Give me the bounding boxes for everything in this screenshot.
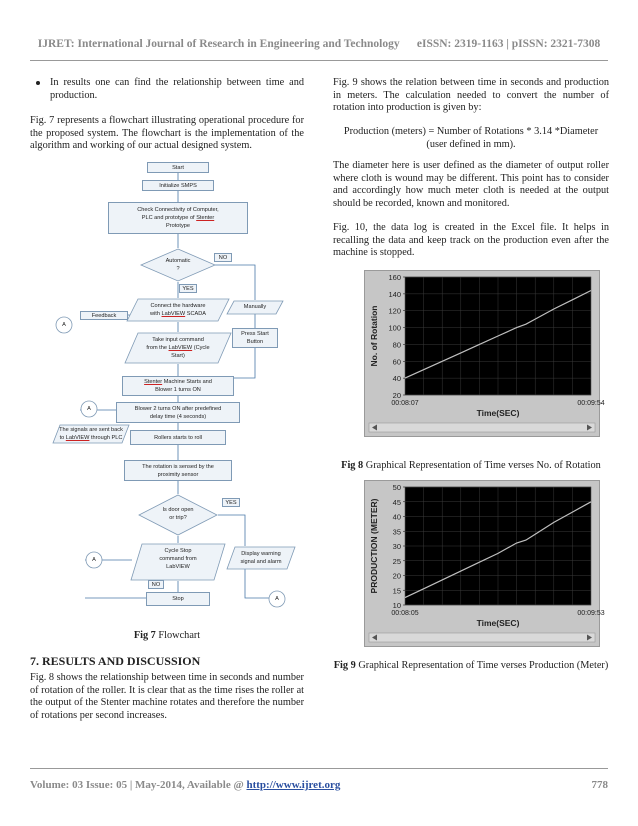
flow-init-smps: Initialize SMPS (142, 180, 214, 191)
y-tick-label: 80 (392, 340, 401, 350)
fig8-caption (333, 460, 609, 473)
y-tick-label: 40 (392, 374, 401, 384)
fig9-caption-text: Graphical Representation of Time verses Production (Meter) (358, 660, 609, 671)
scrollbar (369, 423, 595, 432)
flow-display-warning-label: Display warning signal and alarm (240, 551, 282, 565)
fig8-caption-text: Graphical Representation of Time verses No. of Rotation (365, 460, 601, 471)
fig8-chart (364, 270, 605, 437)
bullet-text: In results one can find the relationship between time and production. (50, 77, 304, 101)
flow-start: Start (147, 162, 209, 173)
flow-take-input-label: Take input command from the LabVIEW (Cycle Start) (146, 337, 210, 359)
y-tick-label: 10 (392, 601, 401, 610)
flow-press-start: Press Start Button (232, 328, 278, 348)
fig9-chart-svg (365, 481, 605, 646)
footer (30, 779, 608, 791)
flowchart-figure (50, 158, 290, 618)
fig9-chart (364, 480, 605, 647)
y-tick-label: 120 (388, 306, 401, 316)
x-axis-label: Time(SEC) (476, 618, 520, 628)
header-rule (30, 60, 608, 61)
y-tick-label: 40 (392, 512, 401, 522)
y-tick-label: 20 (392, 391, 401, 400)
x-tick-label: 00:09:54 (577, 400, 605, 407)
x-axis-label: Time(SEC) (476, 408, 520, 418)
y-tick-label: 25 (392, 556, 401, 566)
paragraph-fig10: Fig. 10, the data log is created in the Excel file. It helps in recalling the data and keep track on the production even after the machine is stopped. (333, 222, 609, 259)
y-tick-label: 45 (392, 497, 401, 507)
x-tick-label: 00:08:07 (391, 400, 419, 407)
y-tick-label: 20 (392, 571, 401, 581)
flow-manually-label: Manually (243, 304, 267, 310)
flow-connector-a-1-label: A (62, 322, 66, 328)
y-tick-label: 100 (388, 323, 401, 333)
flow-connect-hardware-label: Connect the hardware with LabVIEW SCADA (150, 303, 206, 317)
paragraph-fig9-intro: Fig. 9 shows the relation between time in seconds and production in meters. The calculation needed to convert the number of rotation into production is given by: (333, 77, 609, 114)
flow-stenter-start: Stenter Machine Starts and Blower 1 turns ON (122, 376, 234, 396)
footer-link[interactable]: http://www.ijret.org (246, 779, 341, 791)
y-tick-label: 160 (388, 273, 401, 282)
paragraph-fig7-intro: Fig. 7 represents a flowchart illustrating operational procedure for the proposed system. The flowchart is the implementation of the algorithm and working of our actual designed system. (30, 115, 304, 152)
fig8-chart-svg (365, 271, 605, 436)
flow-yes-label: YES (179, 284, 197, 293)
fig7-caption (30, 630, 304, 643)
fig7-caption-text: Flowchart (158, 630, 201, 641)
page-number: 778 (591, 779, 608, 791)
flow-connector-a-4-label: A (275, 596, 279, 602)
y-axis-label: PRODUCTION (METER) (369, 498, 379, 594)
flow-stop: Stop (146, 592, 210, 606)
y-tick-label: 140 (388, 289, 401, 299)
x-tick-label: 00:09:53 (577, 610, 605, 617)
flow-rotation-sensed: The rotation is sensed by the proximity sensor (124, 460, 232, 481)
flow-rollers: Rollers starts to roll (130, 430, 226, 445)
flow-no-label: NO (214, 253, 232, 262)
y-tick-label: 15 (392, 586, 401, 596)
fig8-caption-label: Fig 8 (341, 460, 364, 471)
formula-line2: (user defined in mm). (426, 138, 516, 150)
y-tick-label: 30 (392, 542, 401, 551)
paragraph-fig8-description: Fig. 8 shows the relationship between time in seconds and number of rotation of the roller. It is clear that as the time rises the roller at the output of the Stenter machine rotates and therefore the number of rotations per second increases. (30, 672, 304, 721)
formula-line1: Production (meters) = Number of Rotations * 3.14 *Diameter (343, 126, 599, 137)
y-tick-label: 50 (392, 483, 401, 492)
y-tick-label: 60 (392, 357, 401, 367)
flow-no-label-2: NO (148, 580, 164, 589)
flow-automatic-label: Automatic ? (165, 258, 191, 272)
flow-cycle-stop-label: Cycle Stop command from LabVIEW (159, 548, 197, 570)
fig7-caption-label: Fig 7 (133, 630, 156, 641)
formula (333, 126, 609, 151)
flow-check-connectivity: Check Connectivity of Computer, PLC and prototype of Stenter Prototype (108, 202, 248, 234)
x-tick-label: 00:08:05 (391, 610, 419, 617)
flow-feedback: Feedback (80, 311, 128, 320)
fig9-caption (333, 660, 609, 673)
flow-blower2: Blower 2 turns ON after predefined delay time (4 seconds) (116, 402, 240, 423)
footer-text: Volume: 03 Issue: 05 | May-2014, Available @ (30, 779, 247, 791)
flow-door-label: Is door open or trip? (162, 507, 194, 521)
y-axis-label: No. of Rotation (369, 305, 379, 367)
flow-yes-label-2: YES (222, 498, 240, 507)
journal-header: IJRET: International Journal of Research in Engineering and Technology eISSN: 2319-1163 | pISSN: 2321-7308 (37, 38, 601, 50)
bullet-item (30, 77, 304, 102)
y-tick-label: 35 (392, 527, 401, 537)
flow-connector-a-2-label: A (87, 406, 91, 412)
flow-connector-a-3-label: A (92, 557, 96, 563)
paragraph-diameter: The diameter here is user defined as the diameter of output roller where cloth is wound may be different. This point has to consider and accordingly how much meter cloth is needed at the output should be recorded, known and monitored. (333, 160, 609, 209)
bullet-icon (36, 81, 40, 85)
flow-signals-label: The signals are sent back to LabVIEW through PLC (59, 427, 123, 441)
section-heading: 7. RESULTS AND DISCUSSION (30, 654, 201, 668)
fig9-caption-label: Fig 9 (333, 660, 356, 671)
footer-rule (30, 768, 608, 769)
scrollbar (369, 633, 595, 642)
